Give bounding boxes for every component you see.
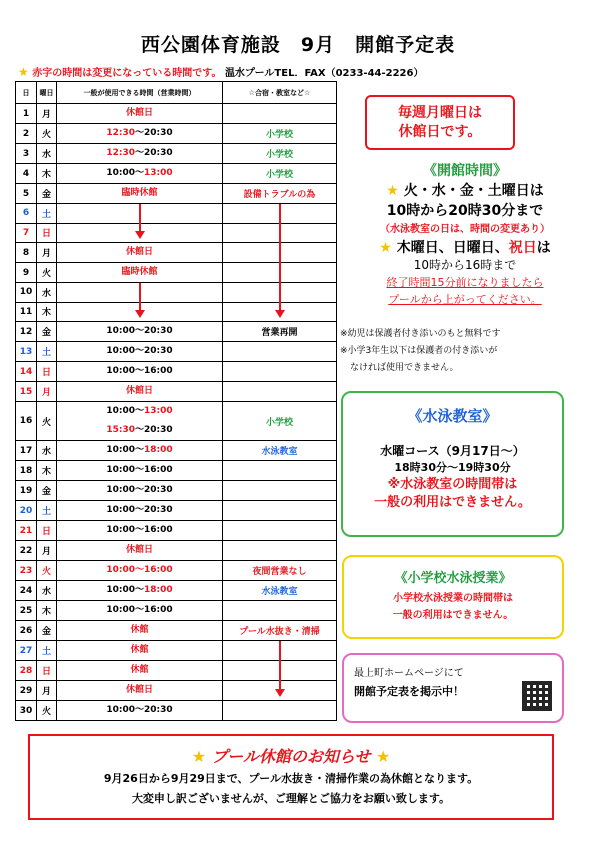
hours-text: 10:00～16:00: [106, 605, 173, 615]
weekday-cell: 土: [37, 342, 57, 362]
hours-cell: [57, 701, 223, 721]
notes-cell: [223, 601, 337, 621]
hours-cell: [57, 541, 223, 561]
weekday-cell: 水: [37, 441, 57, 461]
weekday-cell: 日: [37, 362, 57, 382]
weekday-cell: 月: [37, 382, 57, 402]
hours-cell: [57, 621, 223, 641]
weekend-label-holiday: 祝日: [508, 240, 537, 256]
table-row: [16, 402, 337, 441]
notes-cell: [223, 541, 337, 561]
hours-text: 臨時休館: [121, 188, 158, 198]
school-class-warn1: 小学校水泳授業の時間帯は: [393, 593, 513, 604]
weekday-cell: 月: [37, 681, 57, 701]
notes-cell: [223, 362, 337, 382]
table-row: [16, 641, 337, 661]
hours-text: 10:00～16:00: [106, 366, 173, 376]
weekday-cell: 火: [37, 701, 57, 721]
weekday-cell: 土: [37, 204, 57, 224]
swim-class-course: 水曜コース（9月17日～）: [380, 444, 525, 458]
notes-cell: [223, 701, 337, 721]
table-row: [16, 661, 337, 681]
table-row: [16, 124, 337, 144]
table-row: [16, 382, 337, 402]
notes-cell: [223, 461, 337, 481]
page-title: 西公園体育施設 9月 開館予定表: [140, 34, 456, 56]
hours-text: 15:30～20:30: [106, 425, 173, 435]
day-cell: 26: [16, 621, 37, 641]
table-row: [16, 561, 337, 581]
table-row: [16, 521, 337, 541]
hours-text: 10:00～20:30: [106, 505, 173, 515]
day-cell: 29: [16, 681, 37, 701]
hours-text: 臨時休館: [121, 267, 158, 277]
opening-hours-heading: 《開館時間》: [423, 163, 507, 179]
weekday-cell: 金: [37, 621, 57, 641]
closing-note2: プールから上がってください。: [388, 293, 542, 306]
hours-text: 休館日: [125, 545, 153, 555]
weekday-cell: 金: [37, 322, 57, 342]
weekend-label-a: 木曜日、日曜日、: [396, 240, 509, 256]
swim-class-warn2: 一般の利用はできません。: [374, 495, 531, 510]
table-row: [16, 184, 337, 204]
day-cell: 9: [16, 263, 37, 283]
hours-cell: [57, 501, 223, 521]
notes-cell: [223, 342, 337, 362]
weekday-cell: 木: [37, 461, 57, 481]
hours-text: 10:00～16:00: [106, 465, 173, 475]
hours-text: 休館: [130, 625, 149, 635]
weekday-cell: 水: [37, 283, 57, 303]
closed-line1: 毎週月曜日は: [398, 105, 482, 121]
table-row: [16, 541, 337, 561]
day-cell: 24: [16, 581, 37, 601]
day-cell: 22: [16, 541, 37, 561]
star-icon: ★: [191, 747, 207, 766]
day-cell: 23: [16, 561, 37, 581]
table-row: [16, 204, 337, 224]
table-row: [16, 501, 337, 521]
hours-cell: [57, 481, 223, 501]
weekday-cell: 日: [37, 661, 57, 681]
notes-cell: [223, 501, 337, 521]
notes-cell: 小学校: [223, 144, 337, 164]
day-cell: 30: [16, 701, 37, 721]
hours-text: 10:00～20:30: [106, 485, 173, 495]
school-class-title: 《小学校水泳授業》: [394, 571, 512, 586]
table-row: [16, 283, 337, 303]
day-cell: 16: [16, 402, 37, 441]
hours-cell: [57, 164, 223, 184]
note-infant: ※幼児は保護者付き添いのもと無料です: [340, 329, 501, 339]
homepage-line1: 最上町ホームページにて: [354, 668, 464, 679]
opening-hours-section: [340, 160, 590, 308]
weekday-cell: 火: [37, 124, 57, 144]
weekday-cell: 水: [37, 581, 57, 601]
hours-cell: [57, 601, 223, 621]
hours-text: 10:00～18:00: [106, 445, 173, 455]
note-grade3-cont: なければ使用できません。: [350, 363, 459, 373]
table-row: [16, 104, 337, 124]
table-row: [16, 342, 337, 362]
hours-text: 休館日: [125, 386, 153, 396]
notes-cell: 水泳教室: [223, 441, 337, 461]
weekday-cell: 木: [37, 164, 57, 184]
table-row: [16, 681, 337, 701]
table-row: [16, 263, 337, 283]
hours-cell: [57, 581, 223, 601]
hours-cell: [57, 382, 223, 402]
hours-text: 10:00～16:00: [106, 565, 173, 575]
hours-text: 休館日: [125, 108, 153, 118]
hours-cell: [57, 402, 223, 441]
note-grade3: ※小学3年生以下は保護者の付き添いが: [340, 346, 498, 356]
day-cell: 2: [16, 124, 37, 144]
table-row: [16, 362, 337, 382]
day-cell: 15: [16, 382, 37, 402]
hours-cell: [57, 322, 223, 342]
hours-text: 10:00～16:00: [106, 525, 173, 535]
hours-cell: [57, 461, 223, 481]
day-cell: 3: [16, 144, 37, 164]
homepage-line2: 開館予定表を掲示中！: [354, 685, 464, 698]
hours-cell: [57, 263, 223, 283]
notes-cell: 小学校: [223, 164, 337, 184]
table-row: [16, 164, 337, 184]
hours-text: 休館日: [125, 685, 153, 695]
star-icon: ★: [386, 183, 399, 199]
hours-text: 10:00～20:30: [106, 326, 173, 336]
hours-text: 10:00～13:00: [106, 406, 173, 416]
hours-text: 休館: [130, 645, 149, 655]
table-row: [16, 302, 337, 322]
day-cell: 10: [16, 283, 37, 303]
table-row: [16, 223, 337, 243]
weekday-cell: 火: [37, 561, 57, 581]
day-cell: 20: [16, 501, 37, 521]
star-icon: ★: [379, 240, 392, 256]
notice-red-text: 赤字の時間は変更になっている時間です。: [32, 68, 222, 79]
hours-text: 10:00～18:00: [106, 585, 173, 595]
closure-notice-box: [28, 734, 554, 820]
table-row: [16, 601, 337, 621]
weekday-cell: 水: [37, 144, 57, 164]
hours-cell: [57, 641, 223, 661]
weekday-cell: 日: [37, 223, 57, 243]
hours-cell: [57, 124, 223, 144]
notes-cell: 小学校: [223, 402, 337, 441]
notes-cell: 水泳教室: [223, 581, 337, 601]
day-cell: 21: [16, 521, 37, 541]
weekday-cell: 火: [37, 402, 57, 441]
header-notes: ☆合宿・教室など☆: [223, 82, 337, 104]
hours-text: 休館: [130, 665, 149, 675]
weekday-cell: 木: [37, 601, 57, 621]
weekday-cell: 土: [37, 501, 57, 521]
qr-code-icon[interactable]: [522, 681, 552, 711]
hours-cell: [57, 362, 223, 382]
hours-cell: [57, 243, 223, 263]
day-cell: 4: [16, 164, 37, 184]
star-icon: ★: [375, 747, 391, 766]
notes-cell: [223, 521, 337, 541]
table-row: [16, 144, 337, 164]
hours-text: 休館日: [125, 247, 153, 257]
notes-cell: プール水抜き・清掃: [223, 621, 337, 641]
weekday-cell: 月: [37, 104, 57, 124]
hours-text: 12:30～20:30: [106, 128, 173, 138]
hours-text: 10:00～20:30: [106, 705, 173, 715]
day-cell: 14: [16, 362, 37, 382]
day-cell: 28: [16, 661, 37, 681]
hours-cell: [57, 561, 223, 581]
hours-cell: [57, 144, 223, 164]
weekday-cell: 金: [37, 481, 57, 501]
day-cell: 17: [16, 441, 37, 461]
hours-cell: [57, 104, 223, 124]
day-cell: 1: [16, 104, 37, 124]
day-cell: 12: [16, 322, 37, 342]
schedule-table: [15, 81, 337, 721]
header-weekday: 曜日: [37, 82, 57, 104]
weekend-label-c: は: [536, 240, 551, 256]
hours-cell: [57, 521, 223, 541]
weekdays-line2: 10時から20時30分まで: [386, 203, 544, 219]
day-cell: 13: [16, 342, 37, 362]
swim-class-warn1: ※水泳教室の時間帯は: [387, 477, 518, 492]
hours-cell: [57, 342, 223, 362]
weekend-hours: 10時から16時まで: [413, 258, 517, 272]
notes-cell: 夜間営業なし: [223, 561, 337, 581]
hours-cell: [57, 441, 223, 461]
table-row: [16, 441, 337, 461]
school-class-warn2: 一般の利用はできません。: [392, 610, 514, 621]
day-cell: 7: [16, 223, 37, 243]
day-cell: 8: [16, 243, 37, 263]
closed-monday-box: [365, 95, 515, 150]
hours-text: 10:00～20:30: [106, 346, 173, 356]
swim-class-title: 《水泳教室》: [407, 407, 498, 425]
weekday-cell: 火: [37, 263, 57, 283]
notes-cell: 営業再開: [223, 322, 337, 342]
notes-cell: [223, 104, 337, 124]
weekday-cell: 月: [37, 243, 57, 263]
closure-body1: 9月26日から9月29日まで、プール水抜き・清掃作業の為休館となります。: [103, 772, 479, 785]
hours-cell: [57, 184, 223, 204]
weekday-cell: 土: [37, 641, 57, 661]
weekdays-line1: 火・水・金・土曜日は: [403, 183, 544, 199]
school-class-box: [342, 555, 564, 639]
homepage-box: [342, 653, 564, 723]
header-hours: 一般が使用できる時間（営業時間）: [57, 82, 223, 104]
weekday-cell: 日: [37, 521, 57, 541]
day-cell: 6: [16, 204, 37, 224]
closing-note1: 終了時間15分前になりましたら: [386, 276, 544, 289]
day-cell: 5: [16, 184, 37, 204]
day-cell: 25: [16, 601, 37, 621]
day-cell: 27: [16, 641, 37, 661]
notes-cell: [223, 382, 337, 402]
weekdays-note: （水泳教室の日は、時間の変更あり）: [380, 224, 550, 235]
table-row: [16, 243, 337, 263]
weekday-cell: 木: [37, 302, 57, 322]
header-day: 日: [16, 82, 37, 104]
star-icon: ★: [18, 65, 29, 79]
closed-line2: 休館日です。: [398, 124, 482, 140]
weekday-cell: 金: [37, 184, 57, 204]
contact-text: 温水プールTEL．FAX（0233-44-2226）: [224, 68, 424, 79]
table-row: [16, 621, 337, 641]
hours-text: 10:00～13:00: [106, 168, 173, 178]
small-notes: [340, 326, 596, 377]
table-row: [16, 481, 337, 501]
hours-cell: [57, 681, 223, 701]
swim-class-time: 18時30分～19時30分: [394, 461, 511, 474]
notes-cell: [223, 481, 337, 501]
hours-cell: [57, 661, 223, 681]
notes-cell: 小学校: [223, 124, 337, 144]
day-cell: 11: [16, 302, 37, 322]
hours-text: 12:30～20:30: [106, 148, 173, 158]
swim-class-box: [341, 391, 564, 537]
notice-line: [18, 64, 588, 79]
day-cell: 18: [16, 461, 37, 481]
day-cell: 19: [16, 481, 37, 501]
closure-body2: 大変申し訳ございませんが、ご理解とご協力をお願い致します。: [131, 792, 451, 805]
notes-cell: 設備トラブルの為: [223, 184, 337, 204]
table-row: [16, 322, 337, 342]
table-row: [16, 461, 337, 481]
table-row: [16, 581, 337, 601]
table-row: [16, 701, 337, 721]
closure-title: プール休館のお知らせ: [211, 747, 371, 766]
weekday-cell: 月: [37, 541, 57, 561]
